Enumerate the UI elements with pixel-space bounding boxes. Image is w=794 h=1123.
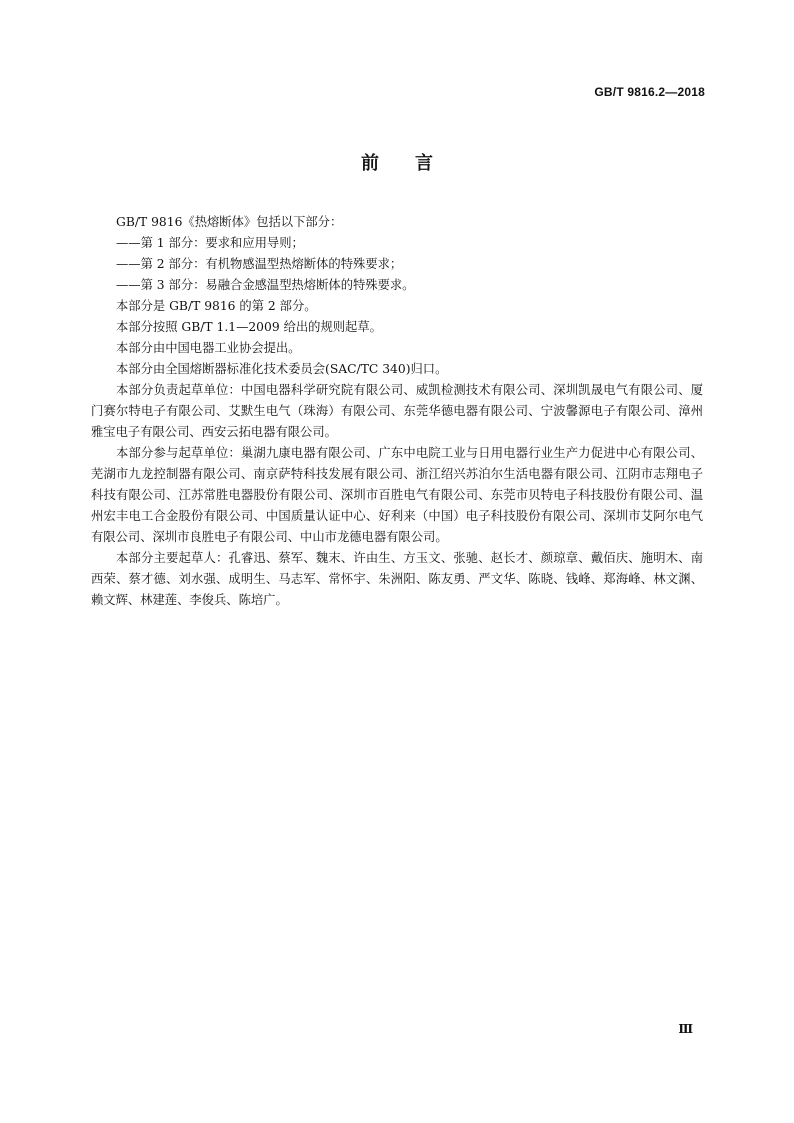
paragraph-drafting-units: 本部分负责起草单位：中国电器科学研究院有限公司、威凯检测技术有限公司、深圳凯晟电气有限公司、厦门赛尔特电子有限公司、艾默生电气（珠海）有限公司、东莞华德电器有限公司、宁波馨源电子有限公司、漳州雅宝电子有限公司、西安云拓电器有限公司。 <box>91 383 703 439</box>
paragraph-drafting-rules: 本部分按照 GB/T 1.1—2009 给出的规则起草。 <box>116 320 382 334</box>
paragraph-part-3: ——第 3 部分：易融合金感温型热熔断体的特殊要求。 <box>116 278 415 292</box>
page-title: 前言 <box>361 153 469 174</box>
preface-body <box>91 212 703 611</box>
paragraph-participating-units: 本部分参与起草单位：巢湖九康电器有限公司、广东中电院工业与日用电器行业生产力促进中心有限公司、芜湖市九龙控制器有限公司、南京萨特科技发展有限公司、浙江绍兴苏泊尔生活电器有限公司、江阴市志翔电子科技有限公司、江苏常胜电器股份有限公司、深圳市百胜电气有限公司、东莞市贝特电子科技股份有限公司、温州宏丰电工合金股份有限公司、中国质量认证中心、好利来（中国）电子科技股份有限公司、深圳市艾阿尔电气有限公司、深圳市良胜电子有限公司、中山市龙德电器有限公司。 <box>91 446 703 544</box>
paragraph-part-2: ——第 2 部分：有机物感温型热熔断体的特殊要求； <box>116 257 403 271</box>
paragraph-part-1: ——第 1 部分：要求和应用导则； <box>116 236 304 250</box>
paragraph-drafters: 本部分主要起草人：孔睿迅、蔡军、魏末、许由生、方玉文、张驰、赵长才、颜琼章、戴佰庆、施明木、南西荣、蔡才德、刘水强、成明生、马志军、常怀宇、朱洲阳、陈友勇、严文华、陈晓、钱峰、郑海峰、林文渊、赖文辉、林建莲、李俊兵、陈培广。 <box>91 551 703 607</box>
page-number: Ⅲ <box>678 1022 693 1036</box>
paragraph-this-part: 本部分是 GB/T 9816 的第 2 部分。 <box>116 299 317 313</box>
paragraph-parts-intro: GB/T 9816《热熔断体》包括以下部分： <box>116 215 343 229</box>
paragraph-proposer: 本部分由中国电器工业协会提出。 <box>116 341 301 355</box>
standard-code: GB/T 9816.2—2018 <box>594 85 705 99</box>
paragraph-committee: 本部分由全国熔断器标准化技术委员会(SAC/TC 340)归口。 <box>116 362 448 376</box>
